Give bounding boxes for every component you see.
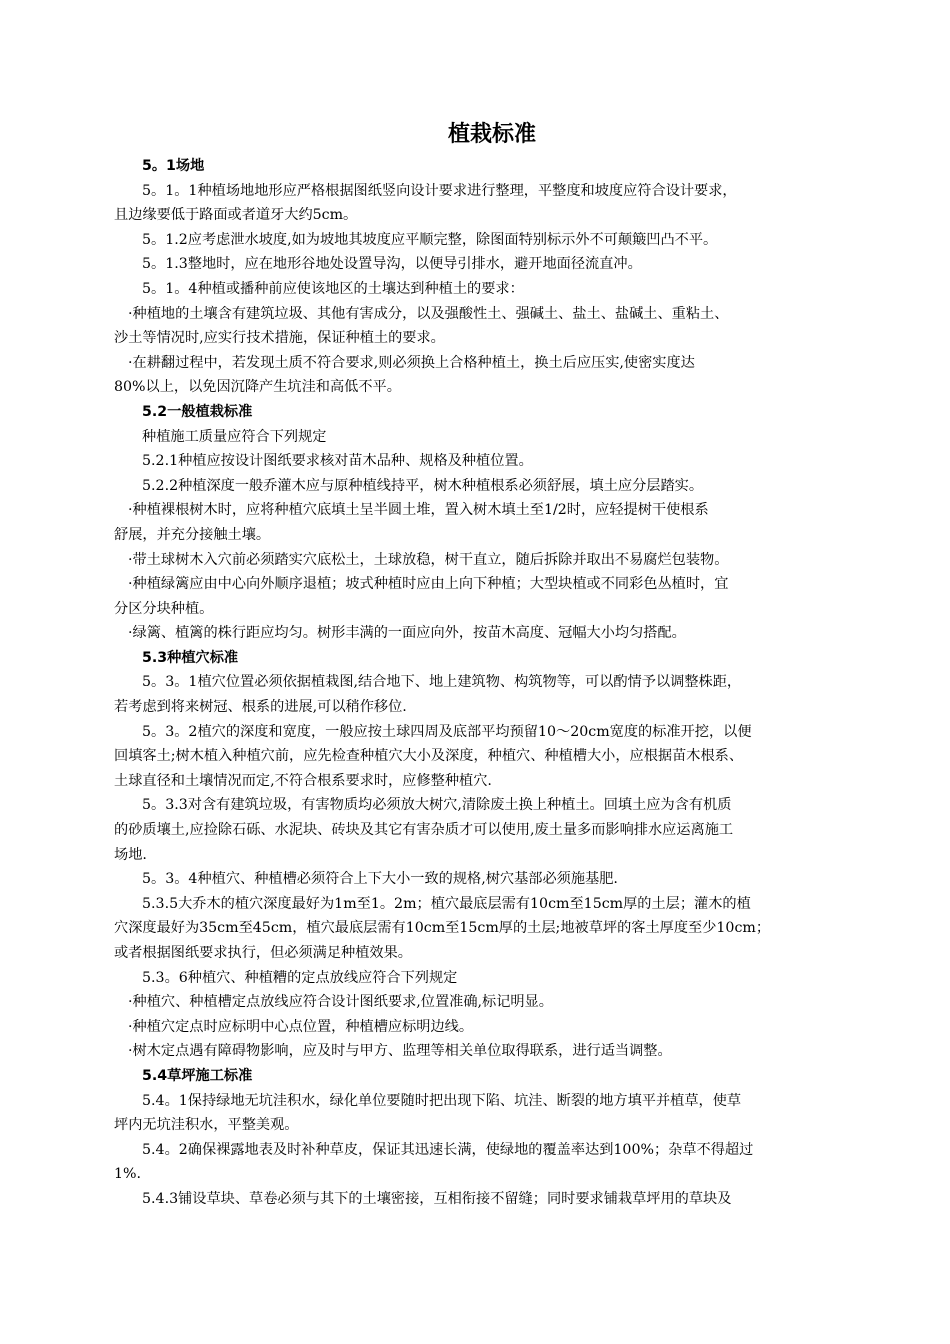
continuation-line: 80%以上，以免因沉降产生坑洼和高低不平。	[114, 379, 401, 396]
continuation-line: 舒展，并充分接触土壤。	[114, 526, 271, 543]
paragraph-line: 5。1。1种植场地地形应严格根据图纸竖向设计要求进行整理，平整度和坡度应符合设计要求，	[142, 182, 737, 199]
bullet-line: ·种植地的土壤含有建筑垃圾、其他有害成分，以及强酸性土、强碱土、盐土、盐碱土、重粘土、	[128, 305, 729, 322]
paragraph-line: 5。1.2应考虑泄水坡度,如为坡地其坡度应平顺完整，除图面特别标示外不可颠簸凹凸不平。	[142, 231, 718, 248]
document-body	[114, 154, 870, 1212]
paragraph-line: 种植施工质量应符合下列规定	[142, 428, 327, 445]
continuation-line: 的砂质壤土,应捡除石砾、水泥块、砖块及其它有害杂质才可以使用,废土量多而影响排水应运离施工	[114, 822, 734, 839]
continuation-line: 坪内无坑洼积水，平整美观。	[114, 1117, 299, 1134]
paragraph-line: 5。3.3对含有建筑垃圾，有害物质均必须放大树穴,清除废土换上种植土。回填土应为含有机质	[142, 797, 732, 814]
bullet-line: ·种植绿篱应由中心向外顺序退植；坡式种植时应由上向下种植；大型块植或不同彩色丛植时，宜	[128, 576, 729, 593]
bullet-line: ·种植穴定点时应标明中心点位置，种植槽应标明边线。	[128, 1018, 474, 1035]
section-heading: 5.2一般植栽标准	[142, 403, 253, 420]
section-heading: 5.4草坪施工标准	[142, 1067, 253, 1084]
bullet-line: ·在耕翻过程中，若发现土质不符合要求,则必须换上合格种植土，换土后应压实,使密实度达	[128, 354, 695, 371]
continuation-line: 回填客土;树木植入种植穴前，应先检查种植穴大小及深度，种植穴、种植槽大小，应根据苗木根系、	[114, 748, 744, 765]
continuation-line: 或者根据图纸要求执行，但必须满足种植效果。	[114, 945, 412, 961]
paragraph-line: 5.2.1种植应按设计图纸要求核对苗木品种、规格及种植位置。	[142, 453, 533, 470]
continuation-line: 分区分块种植。	[114, 600, 214, 617]
paragraph-line: 5.2.2种植深度一般乔灌木应与原种植线持平，树木种植根系必须舒展，填土应分层踏实。	[142, 477, 704, 494]
bullet-line: ·树木定点遇有障碍物影响，应及时与甲方、监理等相关单位取得联系，进行适当调整。	[128, 1043, 672, 1060]
bullet-line: ·种植穴、种植槽定点放线应符合设计图纸要求,位置准确,标记明显。	[128, 994, 553, 1011]
document-title: 植栽标准	[447, 122, 536, 147]
paragraph-line: 5。3。1植穴位置必须依据植栽图,结合地下、地上建筑物、构筑物等，可以酌情予以调整株距，	[142, 674, 742, 691]
paragraph-line: 5。1。4种植或播种前应使该地区的土壤达到种植土的要求：	[142, 280, 524, 297]
paragraph-line: 5。3。2植穴的深度和宽度，一般应按土球四周及底部平均预留10～20cm宽度的标准开挖，以便	[142, 723, 752, 740]
paragraph-line: 5.4。2确保裸露地表及时补种草皮，保证其迅速长满，使绿地的覆盖率达到100%；杂草不得超过	[142, 1141, 754, 1158]
continuation-line: 1%.	[114, 1166, 142, 1183]
continuation-line: 沙土等情况时,应实行技术措施，保证种植土的要求。	[114, 330, 445, 347]
continuation-line: 穴深度最好为35cm至45cm，植穴最底层需有10cm至15cm厚的土层;地被草坪的客土厚度至少10cm；	[114, 920, 771, 937]
paragraph-line: 5。1.3整地时，应在地形谷地处设置导沟，以便导引排水，避开地面径流直冲。	[142, 256, 642, 273]
continuation-line: 若考虑到将来树冠、根系的进展,可以稍作移位.	[114, 699, 407, 716]
section-heading: 5。1场地	[142, 158, 205, 174]
document-page	[114, 118, 870, 1212]
bullet-line: ·带土球树木入穴前必须踏实穴底松土，土球放稳，树干直立，随后拆除并取出不易腐烂包装物。	[128, 551, 729, 568]
continuation-line: 场地.	[114, 846, 147, 863]
paragraph-line: 5.4。1保持绿地无坑洼积水，绿化单位要随时把出现下陷、坑洼、断裂的地方填平并植草，使草	[142, 1092, 742, 1109]
paragraph-line: 5。3。4种植穴、种植槽必须符合上下大小一致的规格,树穴基部必须施基肥.	[142, 871, 618, 888]
paragraph-line: 5.3.5大乔木的植穴深度最好为1m至1。2m；植穴最底层需有10cm至15cm厚的土层；灌木的植	[142, 895, 751, 912]
continuation-line: 且边缘要低于路面或者道牙大约5cm。	[114, 207, 358, 224]
paragraph-line: 5.3。6种植穴、种植糟的定点放线应符合下列规定	[142, 969, 458, 986]
section-heading: 5.3种植穴标准	[142, 649, 239, 666]
continuation-line: 土球直径和土壤情况而定,不符合根系要求时，应修整种植穴.	[114, 772, 492, 789]
paragraph-line: 5.4.3铺设草块、草卷必须与其下的土壤密接，互相衔接不留缝；同时要求铺栽草坪用的草块及	[142, 1190, 732, 1207]
bullet-line: ·种植裸根树木时，应将种植穴底填土呈半圆土堆，置入树木填土至1/2时，应轻提树干使根系	[128, 502, 709, 519]
bullet-line: ·绿篱、植篱的株行距应均匀。树形丰满的一面应向外，按苗木高度、冠幅大小均匀搭配。	[128, 625, 686, 642]
